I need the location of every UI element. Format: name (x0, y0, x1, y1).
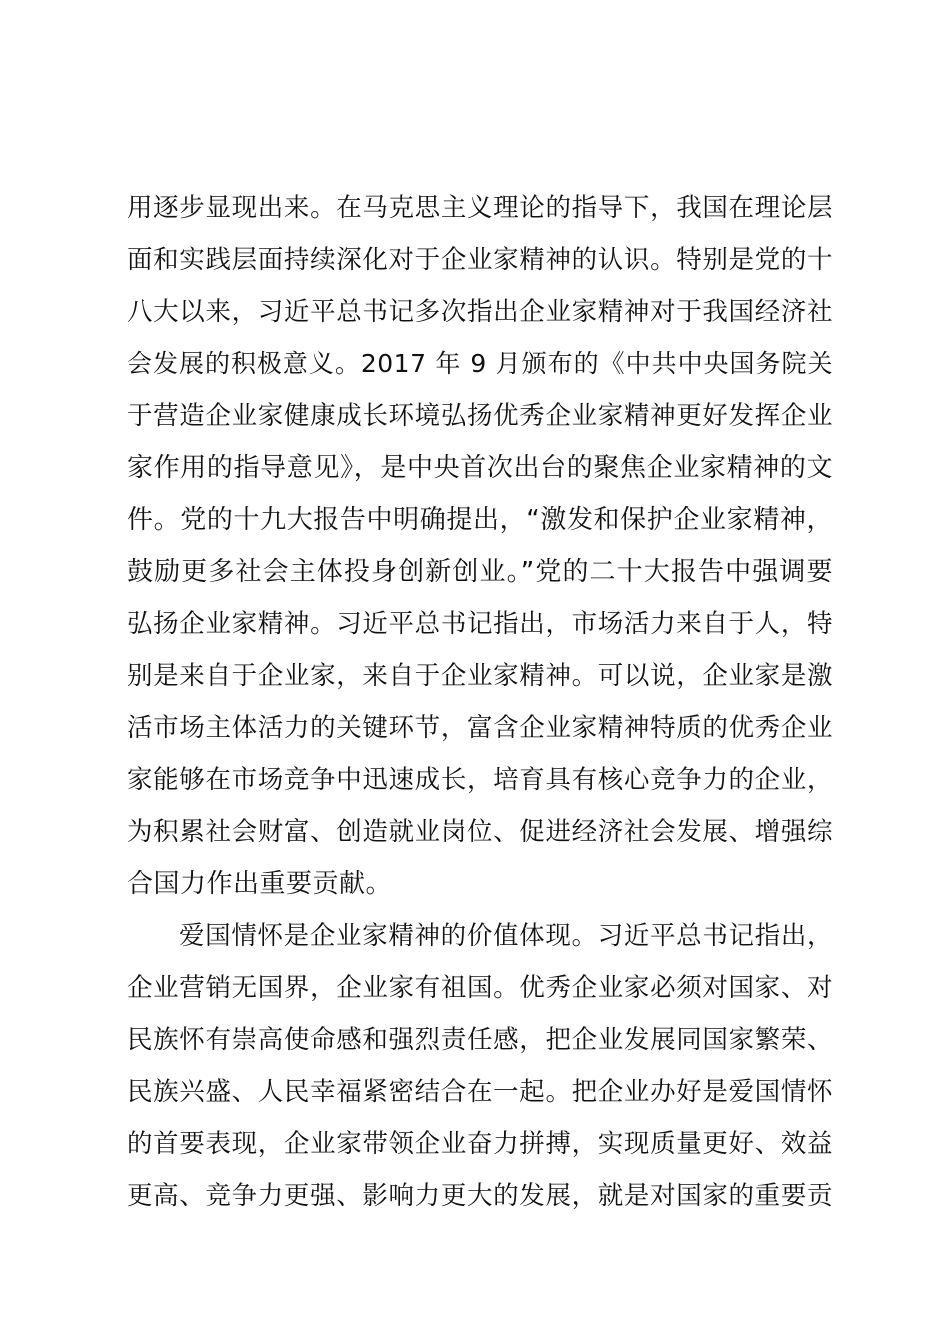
text-line: 别是来自于企业家，来自于企业家精神。可以说，企业家是激 (127, 661, 833, 691)
text-line: 民族怀有崇高使命感和强烈责任感，把企业发展同国家繁荣、 (127, 1025, 833, 1055)
text-line: 家能够在市场竞争中迅速成长，培育具有核心竞争力的企业， (127, 765, 833, 795)
text-line: 更高、竞争力更强、影响力更大的发展，就是对国家的重要贡 (127, 1181, 833, 1211)
text-line: 鼓励更多社会主体投身创新创业。”党的二十大报告中强调要 (127, 557, 833, 587)
text-line: 合国力作出重要贡献。 (127, 869, 393, 899)
text-line: 的首要表现，企业家带领企业奋力拼搏，实现质量更好、效益 (127, 1129, 833, 1159)
text-line: 民族兴盛、人民幸福紧密结合在一起。把企业办好是爱国情怀 (127, 1077, 833, 1107)
text-line: 面和实践层面持续深化对于企业家精神的认识。特别是党的十 (127, 245, 833, 275)
body-text (127, 182, 833, 1222)
text-line: 八大以来，习近平总书记多次指出企业家精神对于我国经济社 (127, 297, 833, 327)
text-line: 用逐步显现出来。在马克思主义理论的指导下，我国在理论层 (127, 193, 833, 223)
paragraph-2 (127, 910, 833, 1222)
text-line: 件。党的十九大报告中明确提出，“激发和保护企业家精神， (127, 505, 833, 535)
text-line: 为积累社会财富、创造就业岗位、促进经济社会发展、增强综 (127, 817, 833, 847)
text-line: 爱国情怀是企业家精神的价值体现。习近平总书记指出， (179, 921, 833, 951)
paragraph-1 (127, 182, 833, 910)
text-line: 于营造企业家健康成长环境弘扬优秀企业家精神更好发挥企业 (127, 401, 833, 431)
text-line: 企业营销无国界，企业家有祖国。优秀企业家必须对国家、对 (127, 973, 833, 1003)
text-line: 弘扬企业家精神。习近平总书记指出，市场活力来自于人，特 (127, 609, 833, 639)
text-line: 会发展的积极意义。2017 年 9 月颁布的《中共中央国务院关 (127, 349, 833, 378)
text-line: 活市场主体活力的关键环节，富含企业家精神特质的优秀企业 (127, 713, 833, 743)
text-line: 家作用的指导意见》，是中央首次出台的聚焦企业家精神的文 (127, 453, 833, 483)
